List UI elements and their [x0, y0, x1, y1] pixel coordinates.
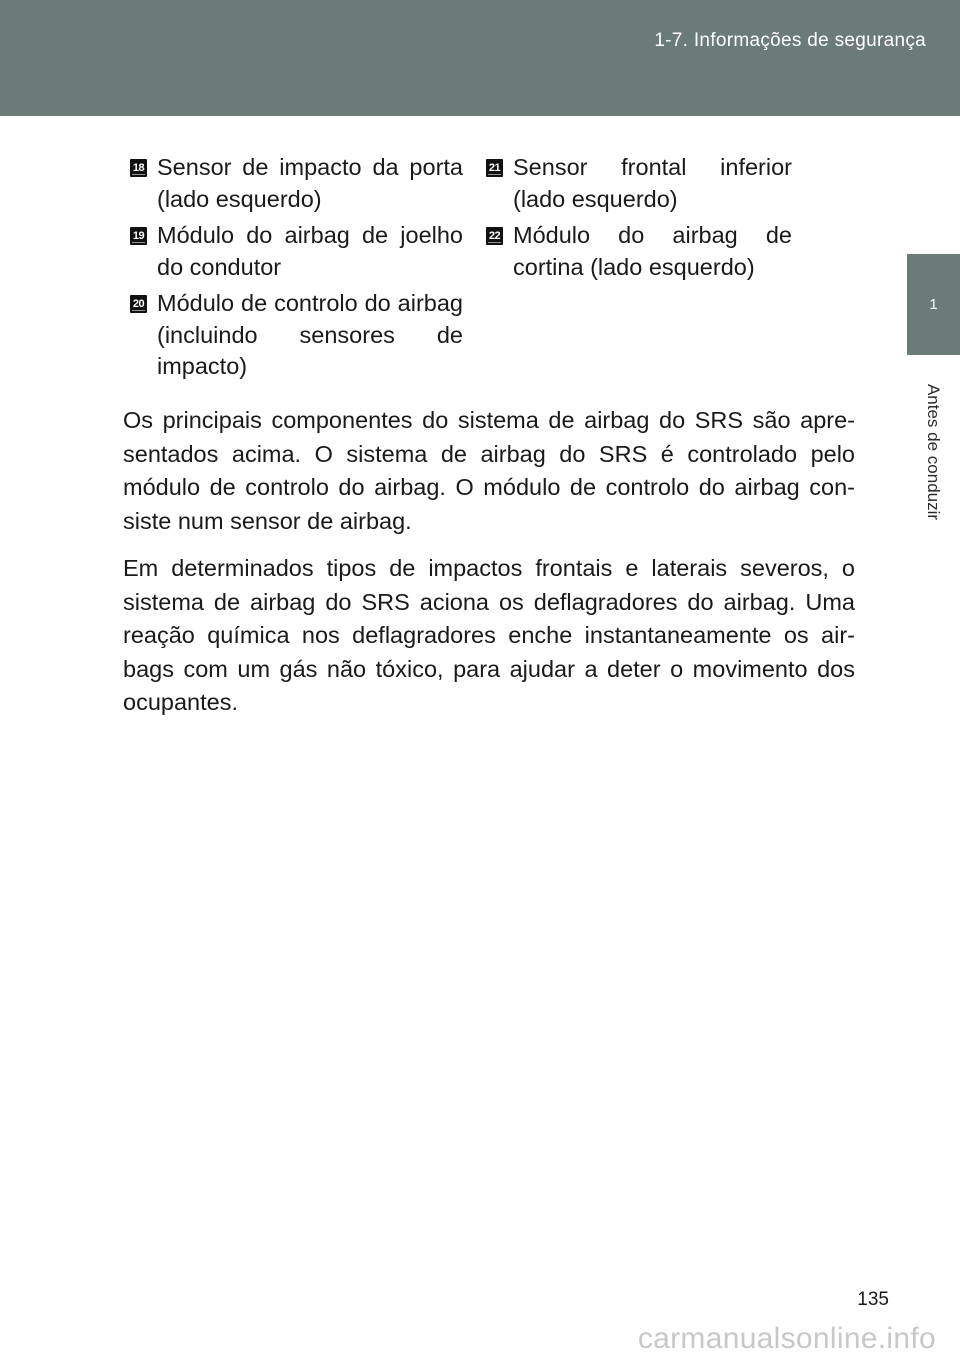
list-item [486, 152, 792, 215]
watermark: carmanualsonline.info [637, 1322, 936, 1355]
item-text: Sensor de impacto da porta (lado esquerdo) [157, 154, 463, 212]
list-item [130, 220, 463, 283]
body-text [123, 404, 855, 734]
page-number: 135 [857, 1289, 889, 1310]
chapter-number: 1 [929, 296, 938, 313]
item-text: Sensor frontal inferior (lado esquerdo) [513, 154, 792, 212]
list-item [486, 220, 792, 283]
item-text: Módulo do airbag de cortina (lado esquerdo) [513, 222, 792, 280]
list-item [130, 152, 463, 215]
paragraph: Os principais componentes do sistema de airbag do SRS são apre-sentados acima. O sistema de airbag do SRS é controlado pelo módulo de controlo do airbag. O módulo de controlo do airbag con-siste num sensor de airbag. [123, 407, 855, 534]
item-number-badge: 18 [130, 159, 147, 177]
component-list [0, 152, 900, 392]
list-item [130, 288, 463, 383]
section-title: 1-7. Informações de segurança [654, 30, 926, 51]
item-number-badge: 21 [486, 159, 503, 177]
chapter-tab [907, 254, 960, 355]
item-text: Módulo do airbag de joelho do condutor [157, 222, 463, 280]
paragraph: Em determinados tipos de impactos frontais e laterais severos, o sistema de airbag do SRS aciona os deflagradores do airbag. Uma reação química nos deflagradores enche instantaneamente os air-bags com um gás não tóxico, para ajudar a deter o movimento dos ocupantes. [123, 555, 855, 715]
item-number-badge: 20 [130, 295, 147, 313]
item-number-badge: 19 [130, 227, 147, 245]
header-bar [0, 0, 960, 116]
item-text: Módulo de controlo do airbag (incluindo sensores de impacto) [157, 290, 463, 379]
chapter-label: Antes de conduzir [924, 383, 943, 521]
item-number-badge: 22 [486, 227, 503, 245]
